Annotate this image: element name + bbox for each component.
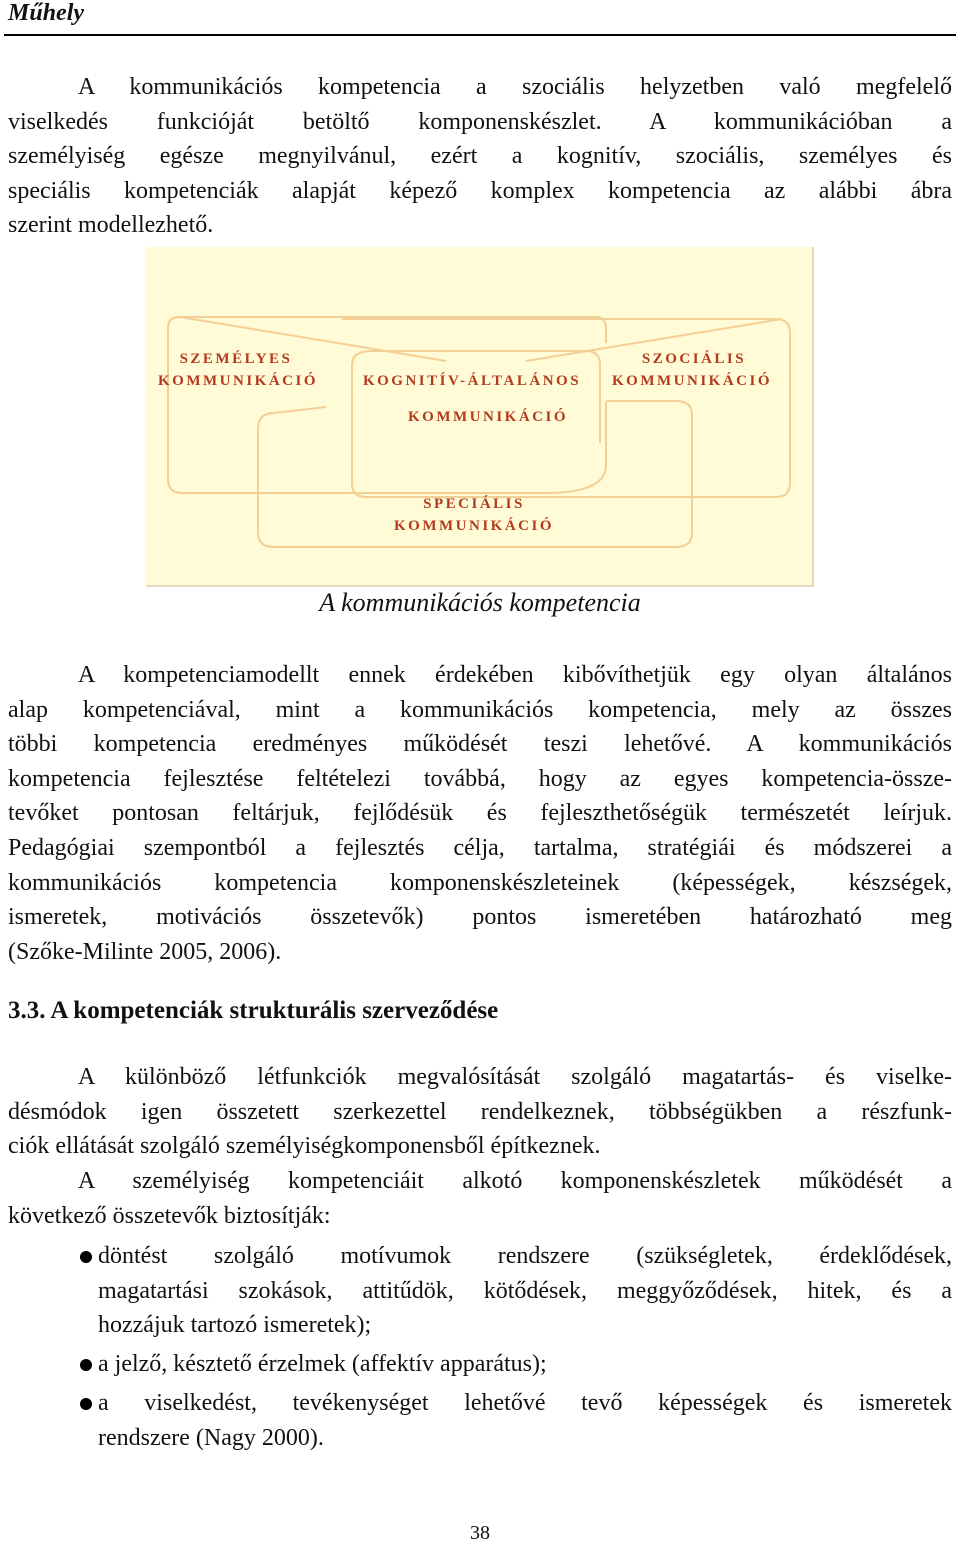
competence-diagram bbox=[146, 247, 814, 587]
section-heading: 3.3. A kompetenciák strukturális szerveződése bbox=[8, 997, 499, 1024]
page-number: 38 bbox=[470, 1522, 490, 1544]
text-line: kompetencia fejlesztése feltételezi továbbá, hogy az egyes kompetencia-össze- bbox=[8, 765, 952, 792]
text-line: A személyiség kompetenciáit alkotó komponenskészletek működését a bbox=[78, 1168, 952, 1194]
label-personal-1: SZEMÉLYES bbox=[179, 351, 293, 367]
bullet-icon bbox=[80, 1251, 92, 1263]
text-line: ciók ellátását szolgáló személyiségkomponensből építkeznek. bbox=[8, 1133, 601, 1160]
running-header: Műhely bbox=[8, 0, 85, 26]
list-item bbox=[80, 1239, 952, 1343]
text-line: rendszere (Nagy 2000). bbox=[98, 1424, 324, 1451]
special-region-left bbox=[274, 407, 326, 413]
label-personal-2: KOMMUNIKÁCIÓ bbox=[158, 373, 318, 389]
text-line: A kompetenciamodellt ennek érdekében kibővíthetjük egy olyan általános bbox=[78, 662, 952, 688]
paragraph-2 bbox=[8, 658, 952, 969]
text-line: szerint modellezhető. bbox=[8, 212, 214, 239]
paragraph-4 bbox=[8, 1164, 952, 1233]
paragraph-3 bbox=[8, 1060, 952, 1164]
text-line: speciális kompetenciák alapját képező komplex kompetencia az alábbi ábra bbox=[8, 177, 952, 204]
bullet-icon bbox=[80, 1398, 92, 1410]
personal-region bbox=[168, 317, 606, 493]
text-line: hozzájuk tartozó ismeretek); bbox=[98, 1312, 372, 1339]
header-rule bbox=[4, 34, 956, 36]
text-line: kommunikációs kompetencia komponenskészleteinek (képességek, készségek, bbox=[8, 869, 952, 896]
text-line: alap kompetenciával, mint a kommunikációs kompetencia, mely az összes bbox=[8, 696, 952, 723]
text-line: ismeretek, motivációs összetevők) pontos ismeretében határozható meg bbox=[8, 904, 952, 931]
intro-paragraph bbox=[8, 70, 952, 243]
label-cognitive-2: KOMMUNIKÁCIÓ bbox=[408, 409, 568, 425]
text-line: a viselkedést, tevékenységet lehetővé tevő képességek és ismeretek bbox=[98, 1390, 952, 1416]
text-line: személyiség egésze megnyilvánul, ezért a kognitív, szociális, személyes és bbox=[8, 143, 952, 170]
text-line: tevőket pontosan feltárjuk, fejlődésük és fejleszthetőségük természetét leírjuk. bbox=[8, 800, 952, 827]
text-line: Pedagógiai szempontból a fejlesztés célja, tartalma, stratégiái és módszerei a bbox=[8, 834, 952, 861]
label-social-1: SZOCIÁLIS bbox=[641, 351, 747, 367]
label-cognitive-1: KOGNITÍV-ÁLTALÁNOS bbox=[362, 373, 582, 389]
text-line: A kommunikációs kompetencia a szociális helyzetben való megfelelő bbox=[78, 74, 952, 100]
text-line: többi kompetencia eredményes működését teszi lehetővé. A kommunikációs bbox=[8, 731, 952, 758]
label-special-2: KOMMUNIKÁCIÓ bbox=[394, 518, 554, 534]
list-item bbox=[80, 1386, 952, 1455]
figure-caption: A kommunikációs kompetencia bbox=[319, 588, 641, 617]
text-line: désmódok igen összetett szerkezettel rendelkeznek, többségükben a részfunk- bbox=[8, 1098, 952, 1125]
text-line: következő összetevők biztosítják: bbox=[8, 1202, 331, 1229]
text-line: magatartási szokások, attitűdök, kötődések, meggyőződések, hitek, és a bbox=[98, 1277, 952, 1304]
text-line: döntést szolgáló motívumok rendszere (szükségletek, érdeklődések, bbox=[98, 1243, 952, 1269]
list-item bbox=[80, 1347, 952, 1382]
text-line: a jelző, késztető érzelmek (affektív apparátus); bbox=[98, 1351, 547, 1377]
bullet-icon bbox=[80, 1359, 92, 1371]
label-social-2: KOMMUNIKÁCIÓ bbox=[612, 373, 772, 389]
label-special-1: SPECIÁLIS bbox=[423, 496, 525, 512]
text-line: A különböző létfunkciók megvalósítását szolgáló magatartás- és viselke- bbox=[78, 1064, 952, 1090]
text-line: (Szőke-Milinte 2005, 2006). bbox=[8, 938, 282, 965]
text-line: viselkedés funkcióját betöltő komponenskészlet. A kommunikációban a bbox=[8, 108, 952, 135]
social-region bbox=[342, 319, 790, 497]
